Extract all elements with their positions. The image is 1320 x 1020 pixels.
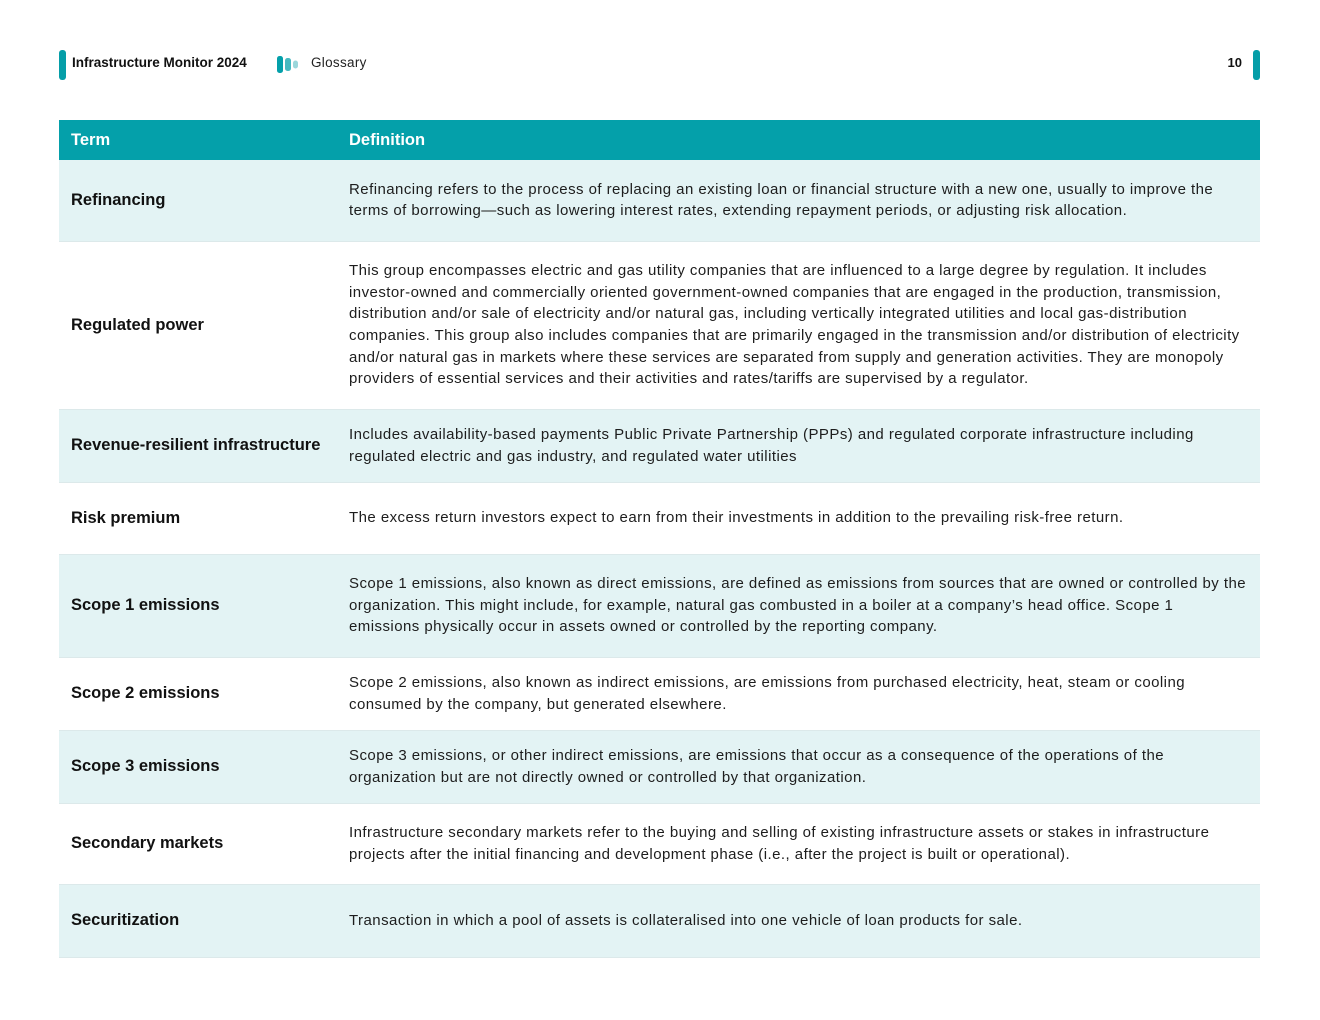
definition-cell: Infrastructure secondary markets refer to the buying and selling of existing infrastructure assets or stakes in infrastructure projects after the initial financing and development phase (i.e., after the project is built or operational). [337, 803, 1260, 884]
table-row [59, 160, 1260, 241]
table-row [59, 884, 1260, 957]
definition-cell: Scope 1 emissions, also known as direct emissions, are defined as emissions from sources that are owned or controlled by the organization. This might include, for example, natural gas combusted in a boiler at a company’s head office. Scope 1 emissions physically occur in assets owned or controlled by the reporting company. [337, 554, 1260, 657]
glossary-table [59, 120, 1260, 958]
header-left-accent-bar [59, 50, 66, 80]
term-cell: Securitization [59, 884, 337, 957]
term-cell: Scope 3 emissions [59, 730, 337, 803]
term-cell: Revenue-resilient infrastructure [59, 409, 337, 482]
definition-cell: This group encompasses electric and gas utility companies that are influenced to a large degree by regulation. It includes investor-owned and commercially oriented government-owned companies that are engaged in the production, transmission, distribution and/or sale of electricity and/or natural gas, including vertically integrated utilities and local gas-distribution companies. This group also includes companies that are primarily engaged in the transmission and/or distribution of electricity and/or natural gas in markets where these services are separated from supply and generation activities. They are monopoly providers of essential services and their activities and rates/tariffs are supervised by a regulator. [337, 241, 1260, 409]
definition-column-header: Definition [337, 120, 1260, 160]
term-column-header: Term [59, 120, 337, 160]
definition-cell: Transaction in which a pool of assets is collateralised into one vehicle of loan products for sale. [337, 884, 1260, 957]
term-cell: Regulated power [59, 241, 337, 409]
term-cell: Risk premium [59, 482, 337, 554]
table-row [59, 730, 1260, 803]
section-title: Glossary [311, 55, 367, 70]
definition-cell: Scope 2 emissions, also known as indirect emissions, are emissions from purchased electricity, heat, steam or cooling consumed by the company, but generated elsewhere. [337, 657, 1260, 730]
term-cell: Secondary markets [59, 803, 337, 884]
table-row [59, 409, 1260, 482]
term-cell: Refinancing [59, 160, 337, 241]
table-header-row [59, 120, 1260, 160]
term-cell: Scope 2 emissions [59, 657, 337, 730]
page-number: 10 [1227, 55, 1242, 70]
table-row [59, 657, 1260, 730]
glossary-bars-icon [277, 56, 303, 73]
table-row [59, 482, 1260, 554]
page-header [59, 48, 1260, 81]
definition-cell: The excess return investors expect to earn from their investments in addition to the prevailing risk-free return. [337, 482, 1260, 554]
report-title: Infrastructure Monitor 2024 [72, 55, 247, 70]
term-cell: Scope 1 emissions [59, 554, 337, 657]
definition-cell: Refinancing refers to the process of replacing an existing loan or financial structure with a new one, usually to improve the terms of borrowing—such as lowering interest rates, extending repayment periods, or adjusting risk allocation. [337, 160, 1260, 241]
header-right-accent-bar [1253, 50, 1260, 80]
table-row [59, 241, 1260, 409]
table-row [59, 803, 1260, 884]
definition-cell: Includes availability-based payments Public Private Partnership (PPPs) and regulated corporate infrastructure including regulated electric and gas industry, and regulated water utilities [337, 409, 1260, 482]
definition-cell: Scope 3 emissions, or other indirect emissions, are emissions that occur as a consequence of the operations of the organization but are not directly owned or controlled by that organization. [337, 730, 1260, 803]
table-row [59, 554, 1260, 657]
